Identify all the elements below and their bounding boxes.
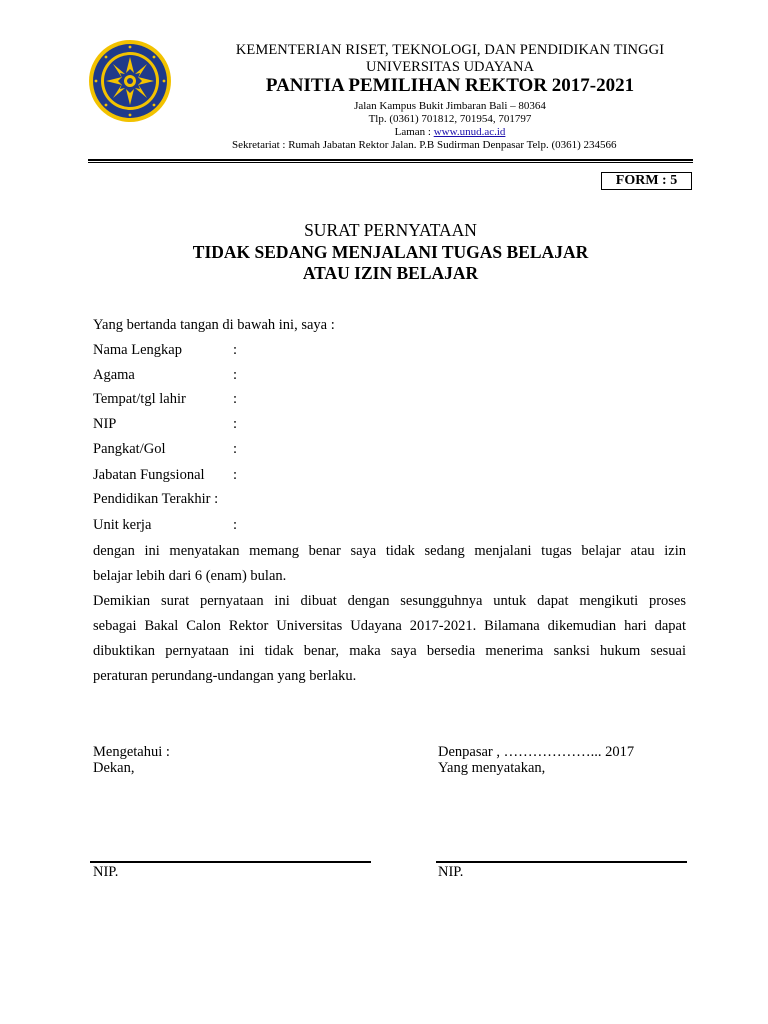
field-label-unit-kerja: Unit kerja bbox=[93, 517, 152, 533]
field-label-nip: NIP bbox=[93, 416, 117, 432]
header-rule-thick bbox=[88, 159, 693, 161]
closing-line-4: peraturan perundang-undangan yang berlaku. bbox=[93, 668, 357, 684]
address-line: Jalan Kampus Bukit Jimbaran Bali – 80364 bbox=[354, 100, 546, 112]
statement-line-1: dengan ini menyatakan memang benar saya tidak sedang menjalani tugas belajar atau izin bbox=[93, 543, 686, 559]
committee-title: PANITIA PEMILIHAN REKTOR 2017-2021 bbox=[265, 75, 635, 96]
website-link[interactable]: www.unud.ac.id bbox=[433, 126, 506, 138]
closing-line-1: Demikian surat pernyataan ini dibuat dengan sesungguhnya untuk dapat mengikuti proses bbox=[93, 593, 686, 609]
field-label-pendidikan-terakhir: Pendidikan Terakhir : bbox=[93, 491, 219, 507]
website-line bbox=[170, 126, 730, 138]
statement-line-2: belajar lebih dari 6 (enam) bulan. bbox=[93, 568, 287, 584]
document-subtitle-2: ATAU IZIN BELAJAR bbox=[302, 263, 479, 283]
ministry-name: KEMENTERIAN RISET, TEKNOLOGI, DAN PENDIDIKAN TINGGI bbox=[235, 42, 665, 58]
intro-text: Yang bertanda tangan di bawah ini, saya : bbox=[93, 317, 335, 333]
phone-line: Tlp. (0361) 701812, 701954, 701797 bbox=[368, 113, 532, 125]
dean-label: Dekan, bbox=[93, 760, 135, 776]
website-label: Laman : bbox=[394, 126, 434, 138]
declarant-label: Yang menyatakan, bbox=[438, 760, 546, 776]
closing-line-3: dibuktikan pernyataan ini tidak benar, maka saya bersedia menerima sanksi hukum sesuai bbox=[93, 643, 686, 659]
document-subtitle-1: TIDAK SEDANG MENJALANI TUGAS BELAJAR bbox=[192, 242, 589, 262]
field-colon: : bbox=[233, 517, 238, 533]
document-title: SURAT PERNYATAAN bbox=[304, 220, 477, 240]
field-label-agama: Agama bbox=[93, 367, 135, 383]
acknowledged-label: Mengetahui : bbox=[93, 744, 170, 760]
field-colon: : bbox=[233, 342, 238, 358]
field-colon: : bbox=[233, 441, 238, 457]
right-signature-line bbox=[436, 861, 687, 863]
secretariat-line: Sekretariat : Rumah Jabatan Rektor Jalan. P.B Sudirman Denpasar Telp. (0361) 234566 bbox=[232, 139, 617, 151]
field-colon: : bbox=[233, 467, 238, 483]
form-number-box: FORM : 5 bbox=[601, 172, 692, 190]
place-date-line: Denpasar , ………………... 2017 bbox=[438, 744, 635, 760]
university-logo-icon bbox=[88, 39, 172, 123]
closing-line-2: sebagai Bakal Calon Rektor Universitas Udayana 2017-2021. Bilamana dikemudian hari dapat bbox=[93, 618, 686, 634]
university-name: UNIVERSITAS UDAYANA bbox=[366, 59, 534, 75]
field-label-tempat-tgl-lahir: Tempat/tgl lahir bbox=[93, 391, 186, 407]
left-nip-label: NIP. bbox=[93, 864, 119, 880]
field-label-nama: Nama Lengkap bbox=[93, 342, 182, 358]
left-signature-line bbox=[90, 861, 371, 863]
field-colon: : bbox=[233, 416, 238, 432]
field-colon: : bbox=[233, 367, 238, 383]
field-colon: : bbox=[233, 391, 238, 407]
header-rule-thin bbox=[88, 162, 693, 163]
right-nip-label: NIP. bbox=[438, 864, 464, 880]
field-label-jabatan-fungsional: Jabatan Fungsional bbox=[93, 467, 205, 483]
field-label-pangkat-gol: Pangkat/Gol bbox=[93, 441, 166, 457]
